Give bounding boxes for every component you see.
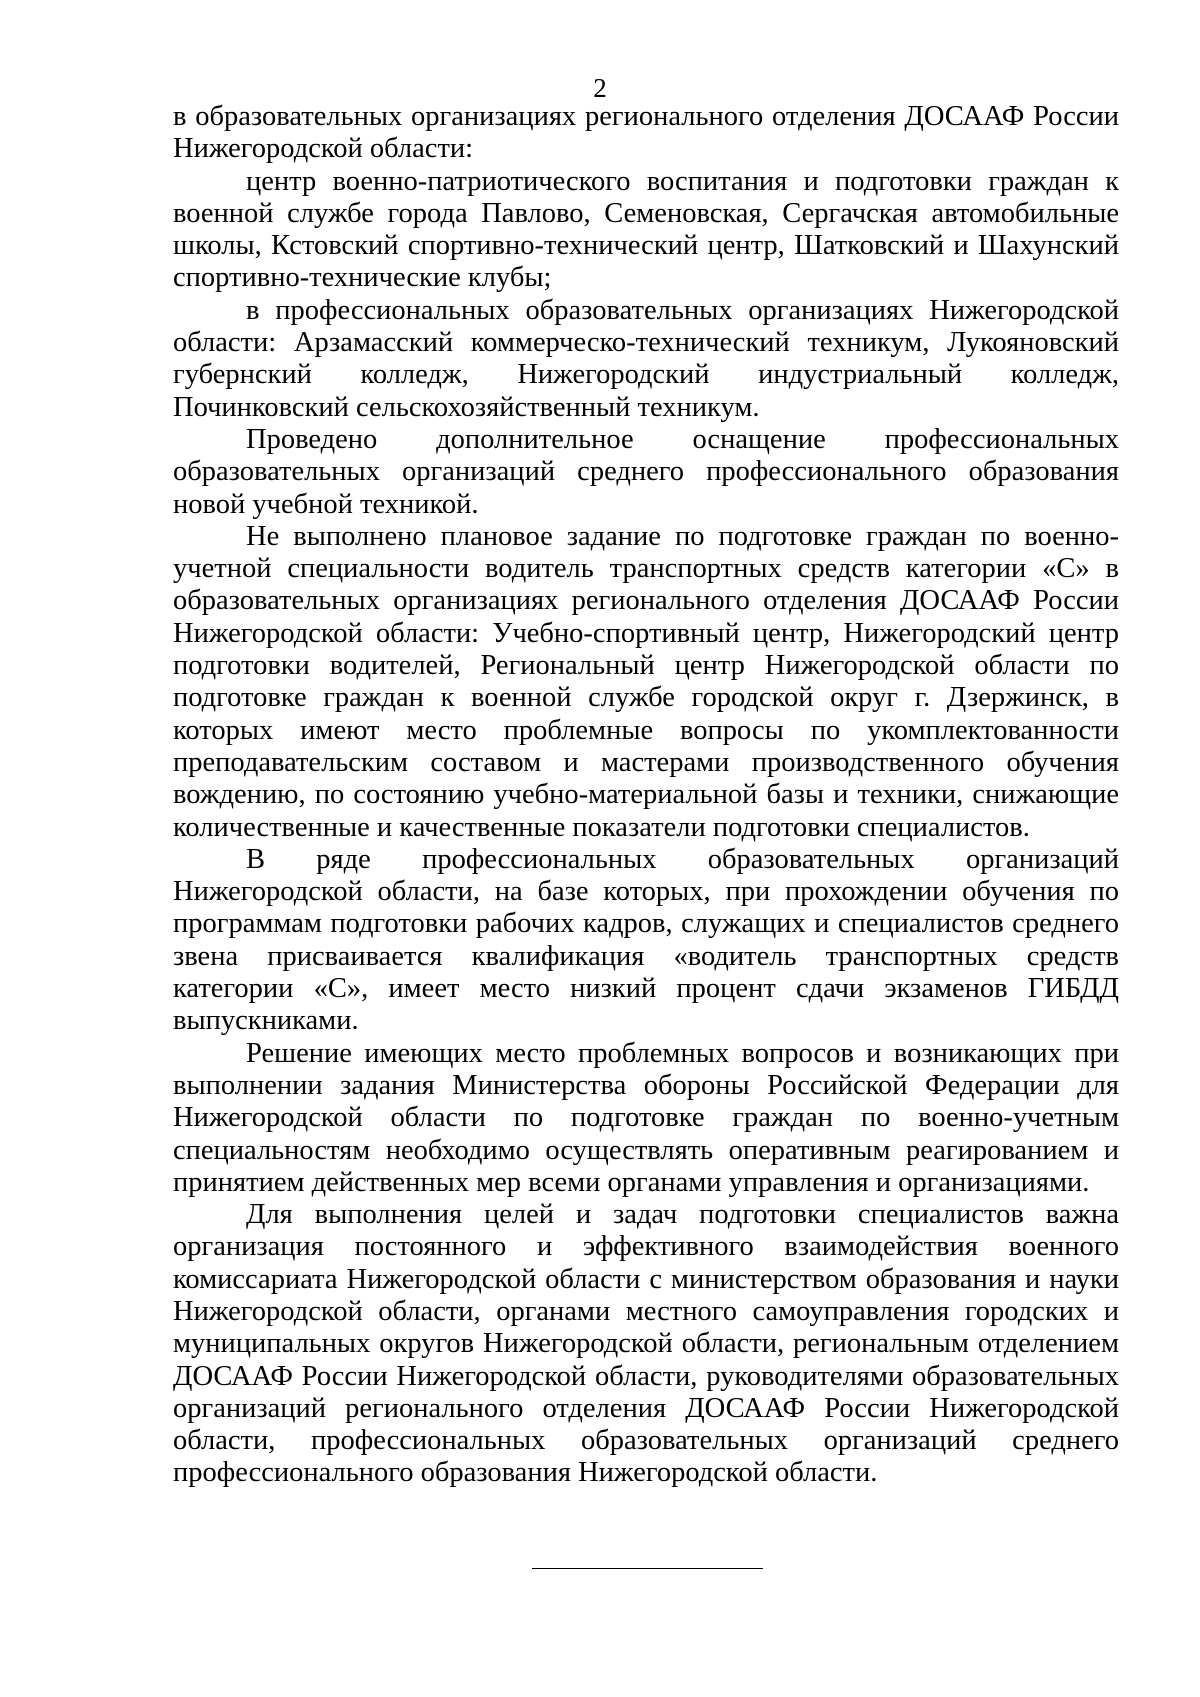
closing-divider-line	[532, 1568, 763, 1569]
paragraph-equipment: Проведено дополнительное оснащение профессиональных образовательных организаций среднего профессионального образования новой учебной техникой.	[173, 423, 1119, 520]
paragraph-low-exam-rate: В ряде профессиональных образовательных организаций Нижегородской области, на базе которых, при прохождении обучения по программам подготовки рабочих кадров, служащих и специалистов среднего звена присваивается квалификация «водитель транспортных средств категории «С», имеет место низкий процент сдачи экзаменов ГИБДД выпускниками.	[173, 843, 1119, 1037]
paragraph-plan-not-fulfilled: Не выполнено плановое задание по подготовке граждан по военно-учетной специальности водитель транспортных средств категории «С» в образовательных организациях регионального отделения ДОСААФ России Нижегородской области: Учебно-спортивный центр, Нижегородский центр подготовки водителей, Региональный центр Нижегородской области по подготовке граждан к военной службе городской округ г. Дзержинск, в которых имеют место проблемные вопросы по укомплектованности преподавательским составом и мастерами производственного обучения вождению, по состоянию учебно-материальной базы и техники, снижающие количественные и качественные показатели подготовки специалистов.	[173, 520, 1119, 843]
paragraph-professional-organizations: в профессиональных образовательных организациях Нижегородской области: Арзамасский коммерческо-технический техникум, Лукояновский губернский колледж, Нижегородский индустриальный колледж, Починковский сельскохозяйственный техникум.	[173, 294, 1119, 423]
paragraph-intro: в образовательных организациях регионального отделения ДОСААФ России Нижегородской области:	[173, 101, 1119, 165]
document-body	[173, 101, 1119, 1490]
paragraph-dosaaf-schools: центр военно-патриотического воспитания и подготовки граждан к военной службе города Павлово, Семеновская, Сергачская автомобильные школы, Кстовский спортивно-технический центр, Шатковский и Шахунский спортивно-технические клубы;	[173, 165, 1119, 294]
paragraph-cooperation: Для выполнения целей и задач подготовки специалистов важна организация постоянного и эффективного взаимодействия военного комиссариата Нижегородской области с министерством образования и науки Нижегородской области, органами местного самоуправления городских и муниципальных округов Нижегородской области, региональным отделением ДОСААФ России Нижегородской области, руководителями образовательных организаций регионального отделения ДОСААФ России Нижегородской области, профессиональных образовательных организаций среднего профессионального образования Нижегородской области.	[173, 1199, 1119, 1489]
paragraph-problem-solution: Решение имеющих место проблемных вопросов и возникающих при выполнении задания Министерства обороны Российской Федерации для Нижегородской области по подготовке граждан по военно-учетным специальностям необходимо осуществлять оперативным реагированием и принятием действенных мер всеми органами управления и организациями.	[173, 1037, 1119, 1198]
page-number: 2	[593, 73, 607, 103]
